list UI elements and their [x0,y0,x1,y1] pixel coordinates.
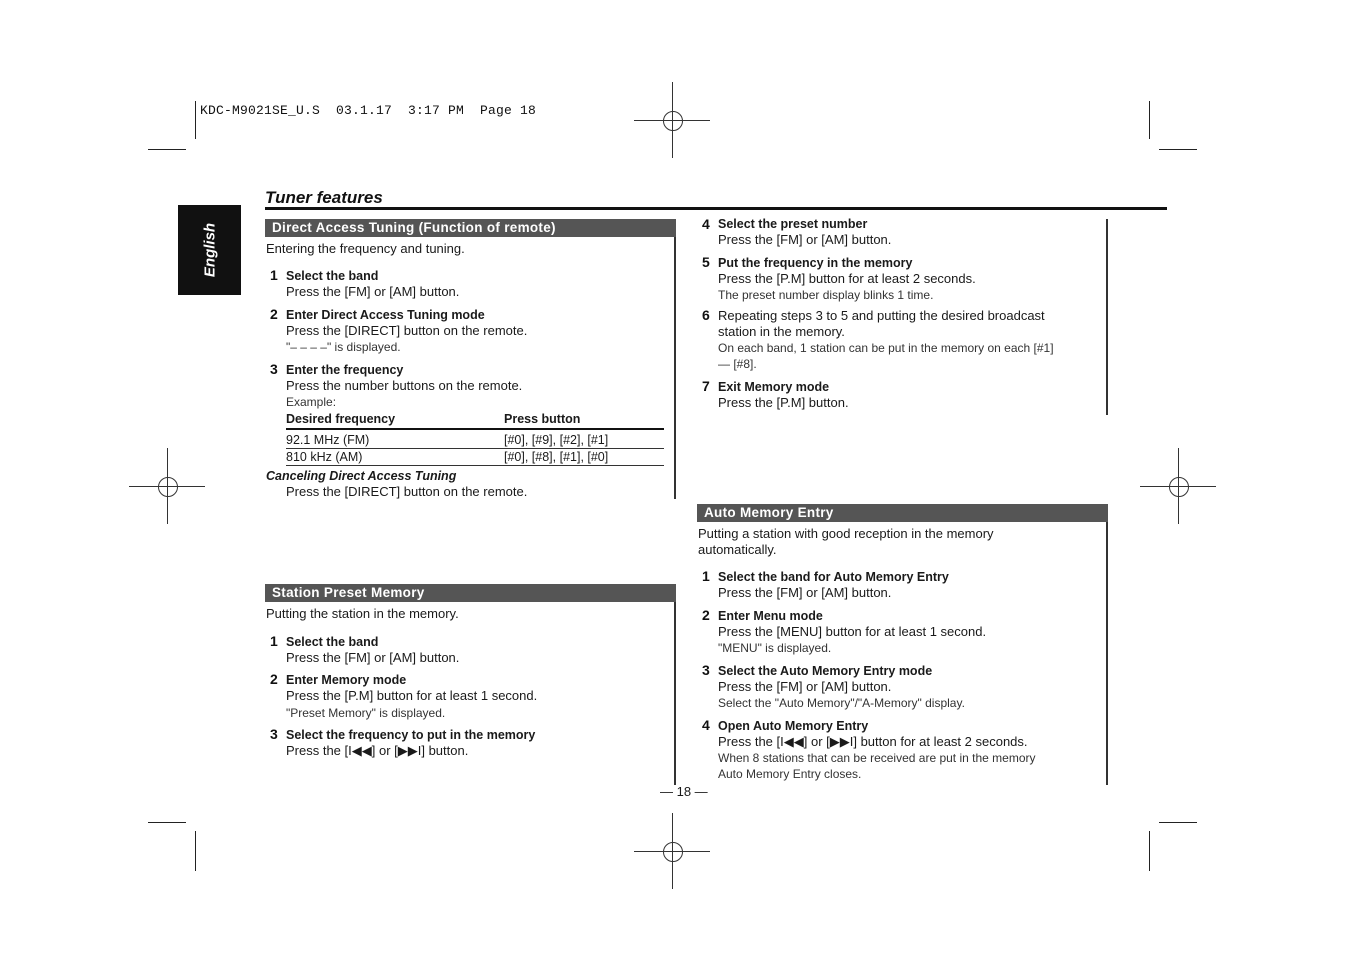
table-header: Press button [504,412,581,426]
step-note: "MENU" is displayed. [718,641,832,655]
step-number: 2 [270,306,278,322]
crop-mark [195,831,196,871]
section-header-auto-memory: Auto Memory Entry [697,504,1108,522]
step-number: 7 [702,378,710,394]
crop-mark [1159,822,1197,823]
step-number: 3 [270,726,278,742]
step-note: Example: [286,395,337,409]
step-number: 1 [270,267,278,283]
table-cell: 92.1 MHz (FM) [286,433,370,447]
step-note: On each band, 1 station can be put in the memory on each [#1] [718,341,1054,355]
section-intro: automatically. [698,542,777,557]
column-divider [674,237,676,499]
step-text: Press the [FM] or [AM] button. [718,585,892,600]
registration-mark [129,448,205,524]
step-heading: Exit Memory mode [718,380,830,394]
step-heading: Select the frequency to put in the memory [286,728,536,742]
crop-mark [1149,831,1150,871]
column-divider [1106,522,1108,785]
table-row [286,432,664,449]
step-text: Press the [MENU] button for at least 1 second. [718,624,987,639]
step-heading: Enter Menu mode [718,609,823,623]
step-text: Press the [FM] or [AM] button. [718,679,892,694]
section-intro: Putting the station in the memory. [266,606,459,621]
step-text: Press the number buttons on the remote. [286,378,523,393]
page-title: Tuner features [265,188,383,207]
registration-mark [634,813,710,889]
step-number: 4 [702,216,710,232]
step-note: Auto Memory Entry closes. [718,767,862,781]
step-text: Press the [DIRECT] button on the remote. [286,323,528,338]
section-intro: Entering the frequency and tuning. [266,241,465,256]
section-header-direct-access: Direct Access Tuning (Function of remote) [265,219,676,237]
language-tab-label: English [201,222,218,278]
table-header-row [286,411,664,430]
table-cell: [#0], [#8], [#1], [#0] [504,450,609,464]
step-note: Select the "Auto Memory"/"A-Memory" display. [718,696,965,710]
step-heading: Enter Memory mode [286,673,407,687]
frequency-table [286,411,664,466]
table-cell: [#0], [#9], [#2], [#1] [504,433,609,447]
step-text: Press the [FM] or [AM] button. [286,284,460,299]
step-text: Press the [FM] or [AM] button. [286,650,460,665]
step-number: 6 [702,307,710,323]
crop-mark [1159,149,1197,150]
step-text: Press the [I◀◀] or [▶▶I] button for at least 2 seconds. [718,734,1028,749]
table-header: Desired frequency [286,412,396,426]
step-text: Press the [P.M] button for at least 1 second. [286,688,538,703]
step-note: When 8 stations that can be received are put in the memory [718,751,1036,765]
step-text: station in the memory. [718,324,845,339]
step-note: "– – – –" is displayed. [286,340,401,354]
step-number: 3 [270,361,278,377]
crop-mark [148,822,186,823]
step-heading: Select the band [286,635,379,649]
step-heading: Select the Auto Memory Entry mode [718,664,933,678]
language-tab [178,205,241,295]
column-divider [674,602,676,785]
step-heading: Repeating steps 3 to 5 and putting the desired broadcast [718,308,1045,323]
step-text: Press the [P.M] button for at least 2 seconds. [718,271,976,286]
title-rule [265,207,1167,210]
print-header: KDC-M9021SE_U.S 03.1.17 3:17 PM Page 18 [200,103,537,118]
step-text: Press the [I◀◀] or [▶▶I] button. [286,743,469,758]
section-header-preset-memory: Station Preset Memory [265,584,676,602]
registration-mark [1140,448,1216,524]
step-note: "Preset Memory" is displayed. [286,706,446,720]
step-text: Press the [FM] or [AM] button. [718,232,892,247]
step-heading: Select the preset number [718,217,868,231]
step-number: 1 [702,568,710,584]
cancel-heading: Canceling Direct Access Tuning [266,469,457,483]
step-number: 1 [270,633,278,649]
step-number: 4 [702,717,710,733]
step-heading: Enter the frequency [286,363,404,377]
step-number: 3 [702,662,710,678]
crop-mark [1149,101,1150,139]
step-number: 2 [702,607,710,623]
step-heading: Enter Direct Access Tuning mode [286,308,485,322]
registration-mark [634,82,710,158]
step-heading: Put the frequency in the memory [718,256,913,270]
page-number: — 18 — [660,784,708,799]
step-heading: Open Auto Memory Entry [718,719,869,733]
step-note: The preset number display blinks 1 time. [718,288,934,302]
table-row [286,449,664,466]
step-note: — [#8]. [718,357,757,371]
step-heading: Select the band for Auto Memory Entry [718,570,949,584]
cancel-text: Press the [DIRECT] button on the remote. [286,484,528,499]
section-intro: Putting a station with good reception in the memory [698,526,994,541]
column-divider [1106,219,1108,415]
step-number: 2 [270,671,278,687]
step-heading: Select the band [286,269,379,283]
table-cell: 810 kHz (AM) [286,450,363,464]
crop-mark [195,101,196,139]
step-number: 5 [702,254,710,270]
step-text: Press the [P.M] button. [718,395,849,410]
crop-mark [148,149,186,150]
